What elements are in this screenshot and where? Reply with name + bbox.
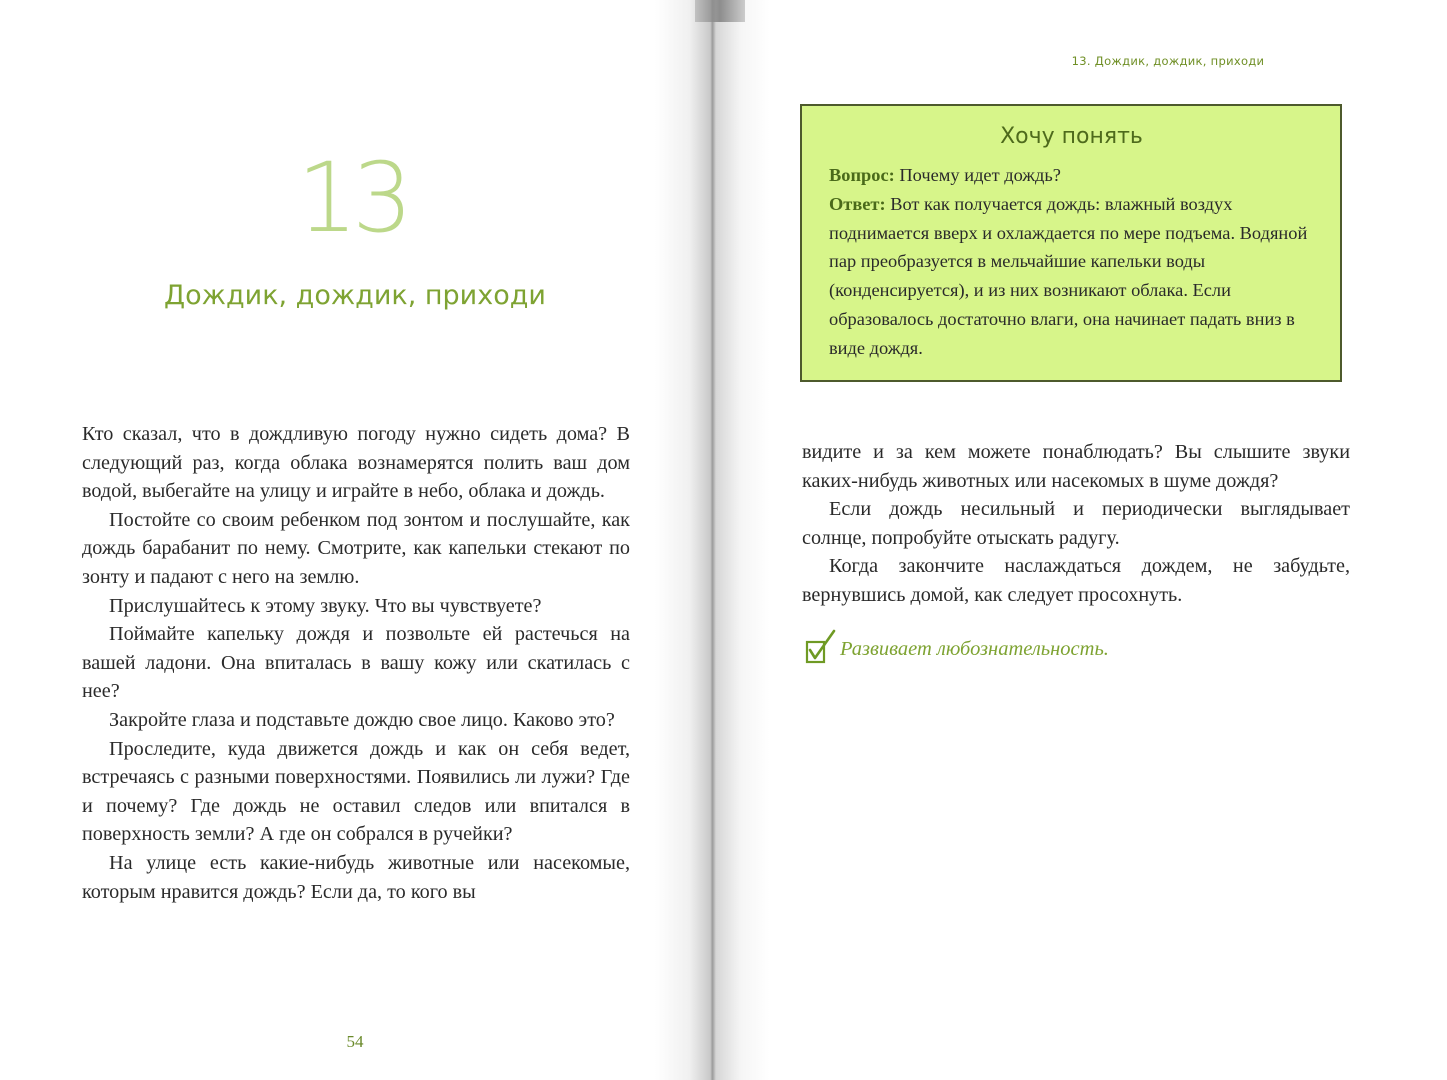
sidebar-title: Хочу понять [1000, 124, 1143, 149]
left-body-text [82, 420, 630, 906]
running-head: 13. Дождик, дождик, приходи [1071, 54, 1265, 68]
sidebar-question [829, 161, 1314, 190]
page-number: 54 [346, 1032, 364, 1051]
binding-shadow [695, 0, 745, 22]
paragraph: Если дождь несильный и периодически выглядывает солнце, попробуйте отыскать радугу. [802, 498, 1350, 549]
left-page [0, 0, 700, 1080]
question-label: Вопрос: [829, 165, 895, 185]
sidebar-answer [829, 190, 1314, 363]
right-page [730, 0, 1447, 1080]
paragraph: Когда закончите наслаждаться дождем, не забудьте, вернувшись домой, как следует просохнуть. [802, 555, 1350, 606]
paragraph: видите и за кем можете понаблюдать? Вы слышите звуки каких-нибудь животных или насекомых в шуме дождя? [802, 441, 1350, 492]
skill-note-text: Развивает любознательность. [840, 638, 1109, 660]
paragraph: Поймайте капельку дождя и позвольте ей растечься на вашей ладони. Она впиталась в вашу кожу или скатилась с нее? [82, 623, 630, 703]
paragraph: Постойте со своим ребенком под зонтом и послушайте, как дождь барабанит по нему. Смотрите, как капельки стекают по зонту и падают с него на землю. [82, 508, 630, 588]
chapter-title: Дождик, дождик, приходи [164, 280, 546, 311]
paragraph: Прислушайтесь к этому звуку. Что вы чувствуете? [109, 594, 542, 617]
answer-text: Вот как получается дождь: влажный воздух поднимается вверх и охлаждается по мере подъема. Водяной пар преобразуется в мельчайшие капельки воды (конденсируется), и из них возникают облака. Если образовалось достаточно влаги, она начинает падать вниз в виде дождя. [829, 193, 1308, 358]
paragraph: На улице есть какие-нибудь животные или насекомые, которым нравится дождь? Если да, то кого вы [82, 851, 630, 903]
paragraph: Закройте глаза и подставьте дождю свое лицо. Каково это? [109, 708, 615, 731]
info-sidebar-box [800, 104, 1342, 382]
paragraph: Проследите, куда движется дождь и как он себя ведет, встречаясь с разными поверхностями. Появились ли лужи? Где и почему? Где дождь не оставил следов или впитался в поверхность земли? А где он собрался в ручейки? [82, 737, 630, 846]
answer-label: Ответ: [829, 193, 886, 214]
right-body-text [802, 438, 1350, 610]
book-binding-gutter [655, 0, 770, 1080]
question-text: Почему идет дождь? [894, 165, 1061, 185]
checkbox-check-icon [804, 628, 840, 668]
paragraph: Кто сказал, что в дождливую погоду нужно сидеть дома? В следующий раз, когда облака вознамерятся полить ваш дом водой, выбегайте на улицу и играйте в небо, облака и дождь. [82, 423, 630, 503]
skill-note [804, 628, 1364, 668]
chapter-number: 13 [296, 142, 408, 254]
